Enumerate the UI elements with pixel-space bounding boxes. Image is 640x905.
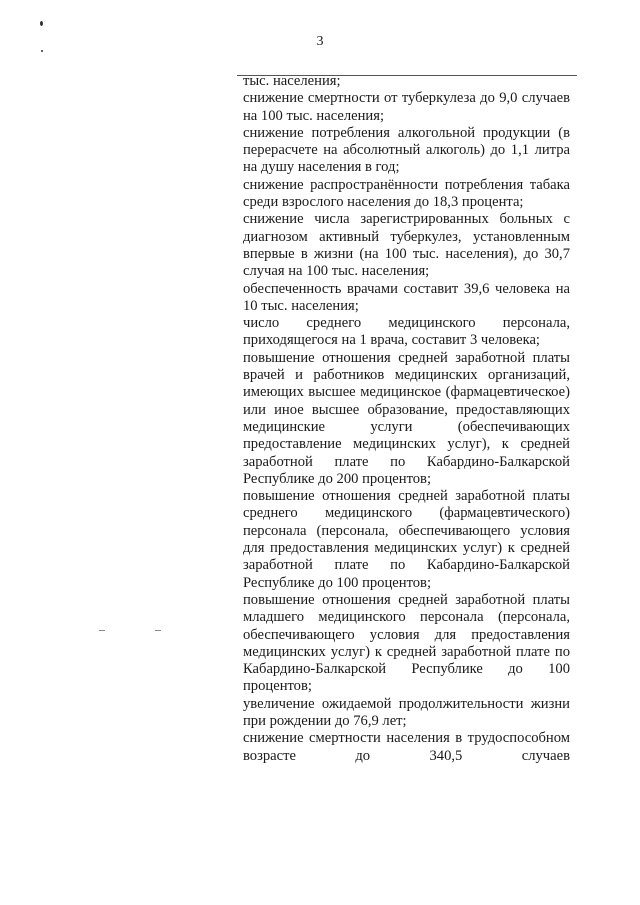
scan-mark [155, 630, 161, 631]
list-item: увеличение ожидаемой продолжительности жизни при рождении до 76,9 лет; [243, 695, 570, 729]
list-item: число среднего медицинского персонала, приходящегося на 1 врача, составит 3 человека; [243, 315, 570, 349]
list-item: повышение отношения средней заработной платы среднего медицинского (фармацевтического) персонала (персонала, обеспечивающего условия для предоставления медицинских услуг) к средней заработной плате по Кабардино-Балкарской Республике до 100 процентов; [243, 488, 570, 591]
list-item: снижение смертности населения в трудоспособном возрасте до 340,5 случаев [243, 730, 570, 764]
list-item: тыс. населения; [243, 73, 341, 89]
scan-speck [41, 50, 43, 52]
document-text-column [243, 73, 570, 765]
list-item: повышение отношения средней заработной платы младшего медицинского персонала (персонала, обеспечивающего условия для предоставления медицинских услуг) к средней заработной плате по Кабардино-Балкарской Республике до 100 процентов; [243, 591, 570, 695]
list-item: снижение распространённости потребления табака среди взрослого населения до 18,3 процента; [243, 176, 570, 211]
scan-speck [40, 21, 43, 26]
page-number: 3 [316, 34, 324, 49]
list-item: повышение отношения средней заработной платы врачей и работников медицинских организаций, имеющих высшее медицинское (фармацевтическое) или иное высшее образование, предоставляющих медицинские услуги (обеспечивающих предоставление медицинских услуг), к средней заработной плате по Кабардино-Балкарской Республике до 200 процентов; [243, 349, 570, 487]
list-item: обеспеченность врачами составит 39,6 человека на 10 тыс. населения; [243, 280, 570, 314]
scan-mark [99, 630, 105, 631]
list-item: снижение числа зарегистрированных больных с диагнозом активный туберкулез, установленным впервые в жизни (на 100 тыс. населения), до 30,7 случая на 100 тыс. населения; [243, 211, 570, 280]
list-item: снижение смертности от туберкулеза до 9,0 случаев на 100 тыс. населения; [243, 90, 570, 124]
list-item: снижение потребления алкогольной продукции (в перерасчете на абсолютный алкоголь) до 1,1 литра на душу населения в год; [243, 124, 570, 176]
